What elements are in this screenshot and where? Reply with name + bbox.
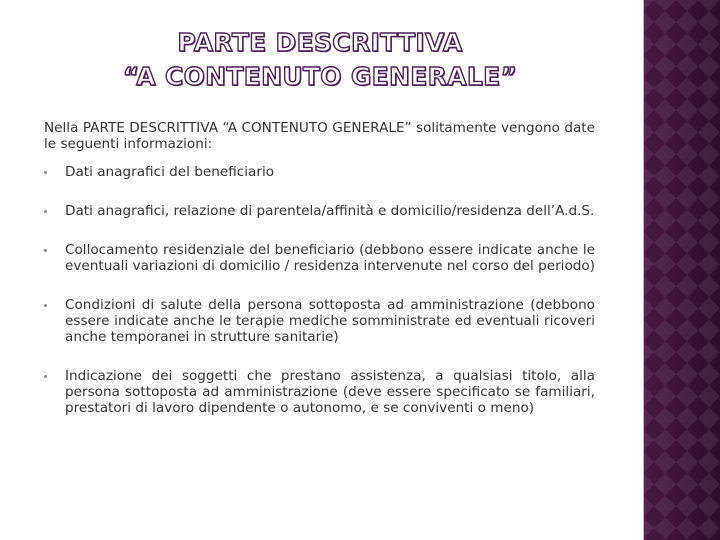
slide-body <box>44 120 595 416</box>
intro-paragraph: Nella PARTE DESCRITTIVA “A CONTENUTO GENERALE” solitamente vengono date le seguenti informazioni: <box>44 120 595 152</box>
bullet-marker-icon <box>44 375 47 378</box>
decorative-side-panel <box>640 0 720 540</box>
list-item <box>44 203 595 219</box>
list-item <box>44 297 595 345</box>
bullet-marker-icon <box>44 210 47 213</box>
list-item-text: Dati anagrafici, relazione di parentela/affinità e domicilio/residenza dell’A.d.S. <box>65 203 595 219</box>
list-item-text: Condizioni di salute della persona sottoposta ad amministrazione (debbono essere indicate anche le terapie mediche somministrate ed eventuali ricoveri anche temporanei in strutture sanitarie) <box>65 297 595 345</box>
list-item <box>44 164 595 180</box>
bullet-marker-icon <box>44 171 47 174</box>
title-line-2: “A CONTENUTO GENERALE” <box>122 62 518 91</box>
list-item <box>44 242 595 274</box>
list-item-text: Indicazione dei soggetti che prestano assistenza, a qualsiasi titolo, alla persona sottoposta ad amministrazione (deve essere specificato se familiari, prestatori di lavoro dipendente o autonomo, e se conviventi o meno) <box>65 368 595 416</box>
bullet-marker-icon <box>44 304 47 307</box>
list-item-text: Collocamento residenziale del beneficiario (debbono essere indicate anche le eventuali variazioni di domicilio / residenza intervenute nel corso del periodo) <box>65 242 596 274</box>
slide-title <box>40 26 600 94</box>
bullet-list <box>44 164 595 416</box>
list-item-text: Dati anagrafici del beneficiario <box>65 164 275 180</box>
list-item <box>44 368 595 416</box>
bullet-marker-icon <box>44 249 47 252</box>
title-line-1: PARTE DESCRITTIVA <box>177 28 463 57</box>
